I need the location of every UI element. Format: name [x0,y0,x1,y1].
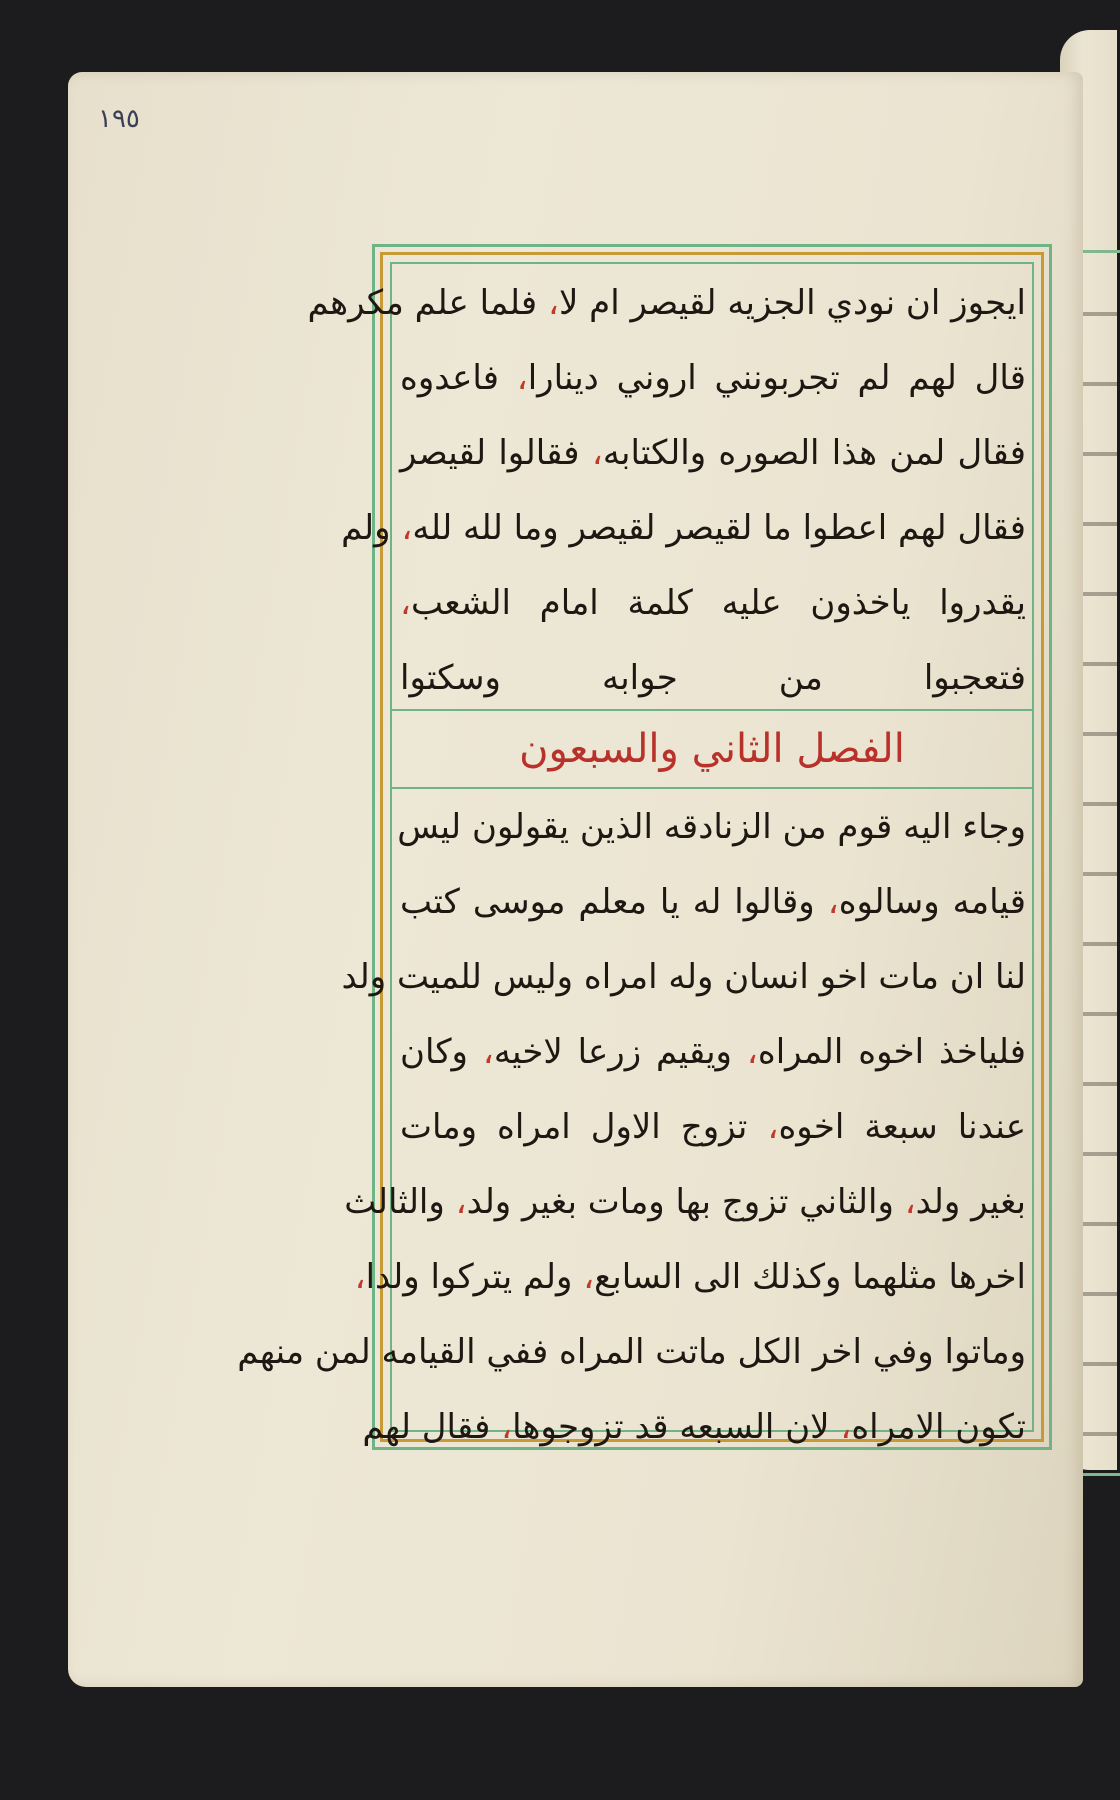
text-line: اخرها مثلهما وكذلك الى السابع، ولم يتركوا ولدا، [354,1257,1026,1297]
text-line: فلياخذ اخوه المراه، ويقيم زرعا لاخيه، وكان [400,1032,1026,1072]
text-line: لنا ان مات اخو انسان وله امراه وليس للميت ولد [341,957,1026,997]
text-line: قيامه وسالوه، وقالوا له يا معلم موسى كتب [400,882,1026,922]
text-line: فتعجبوا من جوابه وسكتوا [400,658,1026,698]
adjacent-leaf-text [1080,260,1117,1460]
text-line: فقال لهم اعطوا ما لقيصر لقيصر وما لله لله، ولم [341,508,1026,548]
text-line: فقال لمن هذا الصوره والكتابه، فقالوا لقيصر [400,433,1027,473]
text-block-upper [307,266,1027,716]
rubric-mark: ، [591,433,603,473]
text-line: وجاء اليه قوم من الزنادقه الذين يقولون ليس [397,807,1026,847]
rubric-mark: ، [547,283,559,323]
rubric-mark: ، [746,1032,758,1072]
text-line: عندنا سبعة اخوه، تزوج الاول امراه ومات [400,1107,1026,1147]
chapter-heading: الفصل الثاني والسبعون [519,726,905,772]
rubric-mark: ، [400,583,411,623]
rubric-mark: ، [840,1407,852,1447]
rubric-mark: ، [501,1407,513,1447]
text-line: تكون الامراه، لان السبعه قد تزوجوها، فقال لهم [362,1407,1026,1447]
rubric-mark: ، [827,882,839,922]
rubric-mark: ، [583,1257,595,1297]
text-line: بغير ولد، والثاني تزوج بها ومات بغير ولد، والثالث [344,1182,1026,1222]
text-line: يقدروا ياخذون عليه كلمة امام الشعب، [400,583,1026,623]
folio-number: ١٩٥ [98,104,140,134]
rubric-mark: ، [767,1107,779,1147]
rubric-mark: ، [354,1257,366,1297]
text-line: قال لهم لم تجربونني اروني دينارا، فاعدوه [400,358,1026,398]
text-block-lower [237,790,1026,1465]
text-line: وماتوا وفي اخر الكل ماتت المراه ففي القيامه لمن منهم [237,1332,1026,1372]
text-line: ايجوز ان نودي الجزيه لقيصر ام لا، فلما علم مكرهم [307,283,1026,323]
rubric-mark: ، [904,1182,916,1222]
rubric-mark: ، [455,1182,467,1222]
rubric-mark: ، [516,358,528,398]
rubric-mark: ، [401,508,413,548]
rubric-mark: ، [482,1032,494,1072]
